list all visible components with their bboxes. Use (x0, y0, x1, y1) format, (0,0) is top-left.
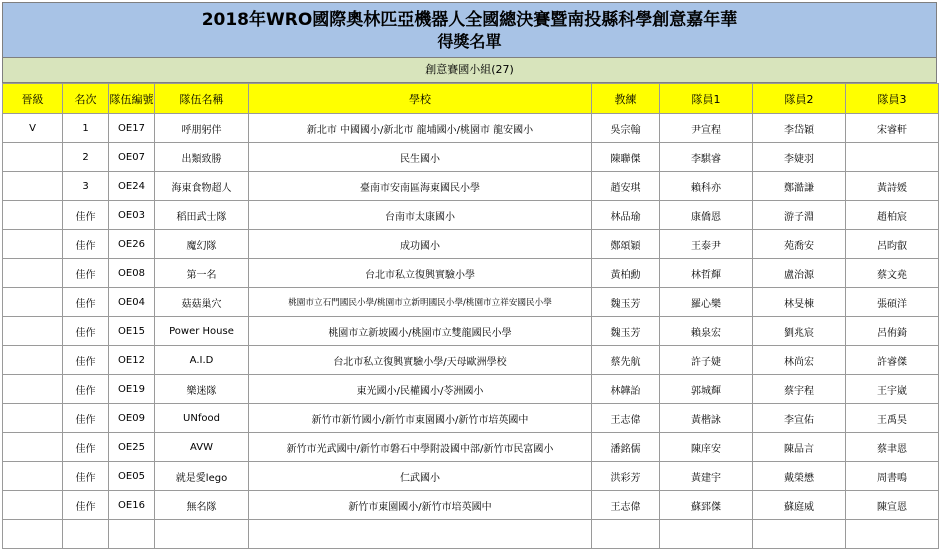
page-title: 2018年WRO國際奧林匹亞機器人全國總決賽暨南投縣科學創意嘉年華 (201, 10, 738, 30)
cell-grade[interactable] (3, 288, 63, 317)
cell-member-2[interactable]: 蔡宇程 (753, 375, 846, 404)
cell-grade[interactable] (3, 491, 63, 520)
awards-table (2, 83, 939, 549)
cell-member-2[interactable]: 戴榮懋 (753, 462, 846, 491)
cell-coach[interactable]: 魏玉芳 (592, 288, 660, 317)
cell-member-3[interactable]: 蔡聿恩 (846, 433, 939, 462)
header-school: 學校 (249, 84, 592, 114)
cell-member-1[interactable]: 蘇郅傑 (660, 491, 753, 520)
table-row (3, 433, 939, 462)
cell-member-1[interactable]: 林哲輝 (660, 259, 753, 288)
cell-team-name[interactable]: 魔幻隊 (155, 230, 249, 259)
cell-school[interactable]: 東光國小/民權國小/苓洲國小 (249, 375, 592, 404)
cell-member-1[interactable]: 康僑恩 (660, 201, 753, 230)
cell-member-2[interactable]: 盧治源 (753, 259, 846, 288)
cell-grade[interactable] (3, 230, 63, 259)
cell-member-3[interactable]: 王宇崴 (846, 375, 939, 404)
cell-rank[interactable]: 佳作 (63, 346, 109, 375)
awards-table-body (3, 114, 939, 549)
cell-team-code[interactable]: OE15 (109, 317, 155, 346)
cell-member-1[interactable]: 賴泉宏 (660, 317, 753, 346)
cell-member-3[interactable]: 張碩洋 (846, 288, 939, 317)
table-row (3, 346, 939, 375)
cell-team-code[interactable]: OE05 (109, 462, 155, 491)
cell-grade[interactable] (3, 172, 63, 201)
cell-member-2[interactable]: 劉兆宸 (753, 317, 846, 346)
cell-coach[interactable]: 蔡先航 (592, 346, 660, 375)
cell-member-3[interactable]: 呂侑錡 (846, 317, 939, 346)
header-row (3, 84, 939, 114)
header-coach: 教練 (592, 84, 660, 114)
cell-team-name[interactable]: AVW (155, 433, 249, 462)
header-member-2: 隊員2 (753, 84, 846, 114)
cell-team-name[interactable] (155, 520, 249, 549)
cell-team-code[interactable]: OE24 (109, 172, 155, 201)
header-team-name: 隊伍名稱 (155, 84, 249, 114)
table-row (3, 230, 939, 259)
cell-coach[interactable]: 洪彩芳 (592, 462, 660, 491)
cell-grade[interactable]: V (3, 114, 63, 143)
cell-team-code[interactable]: OE09 (109, 404, 155, 433)
cell-team-code[interactable]: OE26 (109, 230, 155, 259)
cell-rank[interactable]: 佳作 (63, 491, 109, 520)
cell-member-1[interactable]: 陳庠安 (660, 433, 753, 462)
header-member-1: 隊員1 (660, 84, 753, 114)
cell-rank[interactable]: 佳作 (63, 259, 109, 288)
cell-member-3[interactable] (846, 143, 939, 172)
cell-team-name[interactable]: UNfood (155, 404, 249, 433)
table-row (3, 317, 939, 346)
cell-member-1[interactable] (660, 520, 753, 549)
cell-rank[interactable]: 佳作 (63, 230, 109, 259)
cell-coach[interactable]: 林韡詒 (592, 375, 660, 404)
cell-grade[interactable] (3, 404, 63, 433)
cell-grade[interactable] (3, 346, 63, 375)
cell-rank[interactable]: 2 (63, 143, 109, 172)
cell-rank[interactable]: 1 (63, 114, 109, 143)
cell-grade[interactable] (3, 462, 63, 491)
cell-coach[interactable]: 鄭頌穎 (592, 230, 660, 259)
cell-member-2[interactable]: 鄭澔謙 (753, 172, 846, 201)
cell-member-3[interactable]: 王禹昊 (846, 404, 939, 433)
cell-coach[interactable]: 王志偉 (592, 491, 660, 520)
cell-member-2[interactable]: 游子淵 (753, 201, 846, 230)
cell-member-3[interactable]: 趙柏宸 (846, 201, 939, 230)
table-row (3, 375, 939, 404)
table-row (3, 172, 939, 201)
table-row (3, 462, 939, 491)
cell-rank[interactable]: 佳作 (63, 375, 109, 404)
cell-member-1[interactable]: 尹宣程 (660, 114, 753, 143)
cell-coach[interactable]: 趙安琪 (592, 172, 660, 201)
cell-member-2[interactable]: 李宣佑 (753, 404, 846, 433)
cell-coach[interactable]: 魏玉芳 (592, 317, 660, 346)
cell-member-3[interactable]: 周書鳴 (846, 462, 939, 491)
cell-member-3[interactable]: 宋睿軒 (846, 114, 939, 143)
cell-team-name[interactable]: 稻田武士隊 (155, 201, 249, 230)
cell-member-2[interactable]: 李岱穎 (753, 114, 846, 143)
cell-team-name[interactable]: Power House (155, 317, 249, 346)
cell-team-name[interactable]: 菇菇巢穴 (155, 288, 249, 317)
cell-member-3[interactable]: 黃詩媛 (846, 172, 939, 201)
cell-member-2[interactable]: 林尚宏 (753, 346, 846, 375)
page-subtitle: 得獎名單 (437, 32, 502, 51)
header-member-3: 隊員3 (846, 84, 939, 114)
cell-school[interactable]: 桃園市立石門國民小學/桃園市立新明國民小學/桃園市立祥安國民小學 (249, 288, 592, 317)
cell-coach[interactable]: 潘銘儒 (592, 433, 660, 462)
cell-team-code[interactable]: OE12 (109, 346, 155, 375)
cell-team-name[interactable]: 出類致勝 (155, 143, 249, 172)
table-row (3, 201, 939, 230)
header-rank: 名次 (63, 84, 109, 114)
table-row (3, 259, 939, 288)
cell-rank[interactable]: 佳作 (63, 288, 109, 317)
cell-member-2[interactable]: 陳品言 (753, 433, 846, 462)
cell-rank[interactable]: 佳作 (63, 433, 109, 462)
category-banner: 創意賽國小組(27) (2, 58, 937, 83)
cell-school[interactable]: 仁武國小 (249, 462, 592, 491)
cell-rank[interactable]: 佳作 (63, 201, 109, 230)
cell-team-name[interactable]: 第一名 (155, 259, 249, 288)
cell-rank[interactable]: 佳作 (63, 462, 109, 491)
cell-member-1[interactable]: 黃建宇 (660, 462, 753, 491)
cell-team-code[interactable]: OE07 (109, 143, 155, 172)
cell-team-name[interactable]: 無名隊 (155, 491, 249, 520)
cell-grade[interactable] (3, 201, 63, 230)
cell-school[interactable]: 桃園市立新坡國小/桃園市立雙龍國民小學 (249, 317, 592, 346)
cell-member-1[interactable]: 李騏睿 (660, 143, 753, 172)
cell-team-name[interactable]: A.I.D (155, 346, 249, 375)
cell-member-3[interactable]: 許睿傑 (846, 346, 939, 375)
cell-member-3[interactable] (846, 520, 939, 549)
cell-grade[interactable] (3, 317, 63, 346)
cell-rank[interactable]: 3 (63, 172, 109, 201)
cell-school[interactable]: 成功國小 (249, 230, 592, 259)
cell-school[interactable]: 台北市私立復興實驗小學/天母歐洲學校 (249, 346, 592, 375)
cell-team-name[interactable]: 樂迷隊 (155, 375, 249, 404)
cell-school[interactable]: 臺南市安南區海東國民小學 (249, 172, 592, 201)
cell-coach[interactable]: 王志偉 (592, 404, 660, 433)
table-row (3, 288, 939, 317)
cell-coach[interactable]: 林品瑜 (592, 201, 660, 230)
cell-member-1[interactable]: 賴科亦 (660, 172, 753, 201)
cell-coach[interactable]: 吳宗翰 (592, 114, 660, 143)
header-grade: 晉級 (3, 84, 63, 114)
cell-team-code[interactable]: OE08 (109, 259, 155, 288)
table-row (3, 404, 939, 433)
table-row (3, 143, 939, 172)
cell-team-name[interactable]: 呼朋躬伴 (155, 114, 249, 143)
cell-team-code[interactable]: OE04 (109, 288, 155, 317)
cell-school[interactable]: 新竹市光武國中/新竹市磐石中學附設國中部/新竹市民富國小 (249, 433, 592, 462)
cell-grade[interactable] (3, 375, 63, 404)
cell-school[interactable]: 新竹市新竹國小/新竹市東園國小/新竹市培英國中 (249, 404, 592, 433)
cell-grade[interactable] (3, 259, 63, 288)
cell-rank[interactable]: 佳作 (63, 317, 109, 346)
table-row (3, 491, 939, 520)
cell-coach[interactable]: 黃柏勳 (592, 259, 660, 288)
cell-member-3[interactable]: 陳宣恩 (846, 491, 939, 520)
cell-school[interactable]: 新竹市東園國小/新竹市培英國中 (249, 491, 592, 520)
cell-grade[interactable] (3, 143, 63, 172)
cell-school[interactable]: 民生國小 (249, 143, 592, 172)
cell-grade[interactable] (3, 433, 63, 462)
cell-team-code[interactable]: OE25 (109, 433, 155, 462)
cell-member-2[interactable]: 蘇庭威 (753, 491, 846, 520)
cell-member-3[interactable]: 呂昀叡 (846, 230, 939, 259)
cell-school[interactable]: 新北市 中國國小/新北市 龍埔國小/桃園市 龍安國小 (249, 114, 592, 143)
header-team-code: 隊伍編號 (109, 84, 155, 114)
table-row (3, 520, 939, 549)
cell-school[interactable]: 台北市私立復興實驗小學 (249, 259, 592, 288)
cell-member-1[interactable]: 郭城輝 (660, 375, 753, 404)
cell-member-2[interactable] (753, 520, 846, 549)
cell-team-name[interactable]: 就是愛lego (155, 462, 249, 491)
cell-member-2[interactable]: 苑喬安 (753, 230, 846, 259)
cell-coach[interactable] (592, 520, 660, 549)
cell-member-2[interactable]: 李婕羽 (753, 143, 846, 172)
cell-school[interactable] (249, 520, 592, 549)
cell-member-2[interactable]: 林旻棟 (753, 288, 846, 317)
cell-team-code[interactable]: OE17 (109, 114, 155, 143)
cell-team-code[interactable]: OE19 (109, 375, 155, 404)
cell-member-1[interactable]: 羅心樂 (660, 288, 753, 317)
title-banner (2, 2, 937, 58)
cell-team-code[interactable] (109, 520, 155, 549)
cell-rank[interactable]: 佳作 (63, 404, 109, 433)
cell-grade[interactable] (3, 520, 63, 549)
table-row (3, 114, 939, 143)
cell-member-3[interactable]: 蔡文堯 (846, 259, 939, 288)
cell-member-1[interactable]: 王泰尹 (660, 230, 753, 259)
cell-coach[interactable]: 陳聯傑 (592, 143, 660, 172)
cell-rank[interactable] (63, 520, 109, 549)
cell-team-code[interactable]: OE16 (109, 491, 155, 520)
cell-school[interactable]: 台南市太康國小 (249, 201, 592, 230)
cell-team-name[interactable]: 海東食物超人 (155, 172, 249, 201)
cell-member-1[interactable]: 黃楷詠 (660, 404, 753, 433)
cell-team-code[interactable]: OE03 (109, 201, 155, 230)
cell-member-1[interactable]: 許子婕 (660, 346, 753, 375)
